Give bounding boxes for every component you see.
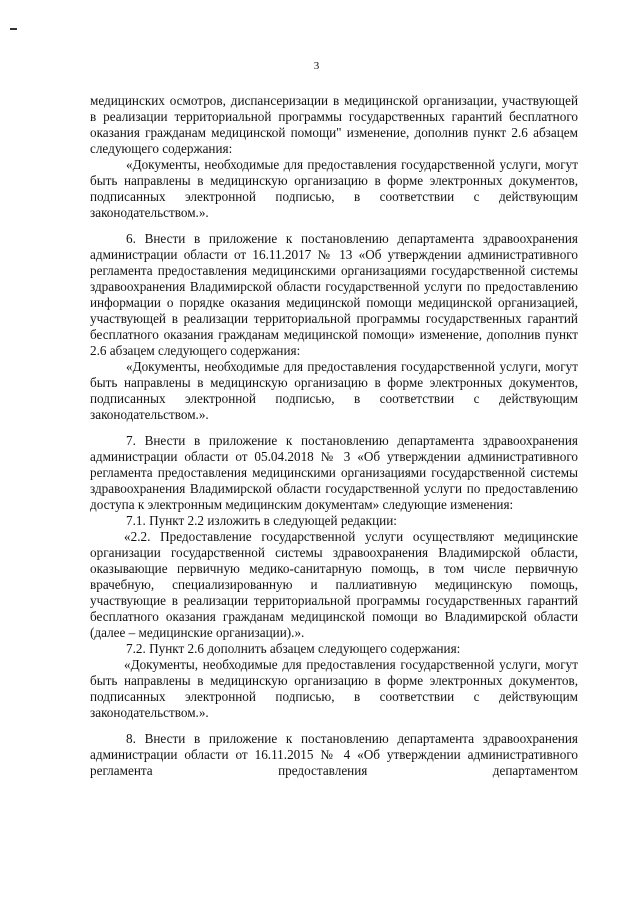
paragraph-item-7: 7. Внести в приложение к постановлению департамента здравоохранения администрации области от 05.04.2018 № 3 «Об утверждении административного регламента предоставления медицинскими организациями государственной системы здравоохранения Владимирской области государственной услуги по предоставлению доступа к электронным медицинским документам» следующие изменения: xyxy=(90,433,578,512)
document-body xyxy=(90,93,578,779)
paragraph-item-8: 8. Внести в приложение к постановлению департамента здравоохранения администрации области от 16.11.2015 № 4 «Об утверждении административного регламента предоставления департаментом xyxy=(90,731,578,778)
paragraph-quote-documents: «Документы, необходимые для предоставления государственной услуги, могут быть направлены в медицинскую организацию в форме электронных документов, подписанных электронной подписью, в соответствии с действующим законодательством.». xyxy=(90,157,578,220)
paragraph-item-6: 6. Внести в приложение к постановлению департамента здравоохранения администрации области от 16.11.2017 № 13 «Об утверждении административного регламента предоставления медицинскими организациями государственной системы здравоохранения Владимирской области государственной услуги по предоставлению информации о порядке оказания медицинской помощи медицинской организацией, участвующей в реализации территориальной программы государственных гарантий бесплатного оказания гражданам медицинской помощи» изменение, дополнив пункт 2.6 абзацем следующего содержания: xyxy=(90,231,578,358)
paragraph-quote-documents: «Документы, необходимые для предоставления государственной услуги, могут быть направлены в медицинскую организацию в форме электронных документов, подписанных электронной подписью, в соответствии с действующим законодательством.». xyxy=(90,657,578,720)
paragraph-quote-documents: «Документы, необходимые для предоставления государственной услуги, могут быть направлены в медицинскую организацию в форме электронных документов, подписанных электронной подписью, в соответствии с действующим законодательством.». xyxy=(90,359,578,422)
paragraph-item-7-1: 7.1. Пункт 2.2 изложить в следующей редакции: xyxy=(126,513,397,528)
paragraph-item-7-2: 7.2. Пункт 2.6 дополнить абзацем следующего содержания: xyxy=(126,641,461,656)
paragraph-item-2-2-text: «2.2. Предоставление государственной услуги осуществляют медицинские организации государственной системы здравоохранения Владимирской области, оказывающие первичную медико-санитарную помощь, в том числе первичную врачебную, специализированную и паллиативную медицинскую помощь, участвующие в реализации территориальной программы государственных гарантий бесплатного оказания гражданам медицинской помощи во Владимирской области (далее – медицинские организации).». xyxy=(90,529,578,640)
paragraph-continuation: медицинских осмотров, диспансеризации в медицинской организации, участвующей в реализации территориальной программы государственных гарантий бесплатного оказания гражданам медицинской помощи" изменение, дополнив пункт 2.6 абзацем следующего содержания: xyxy=(90,93,578,156)
page-number: 3 xyxy=(313,60,320,72)
margin-scan-mark xyxy=(10,28,17,30)
